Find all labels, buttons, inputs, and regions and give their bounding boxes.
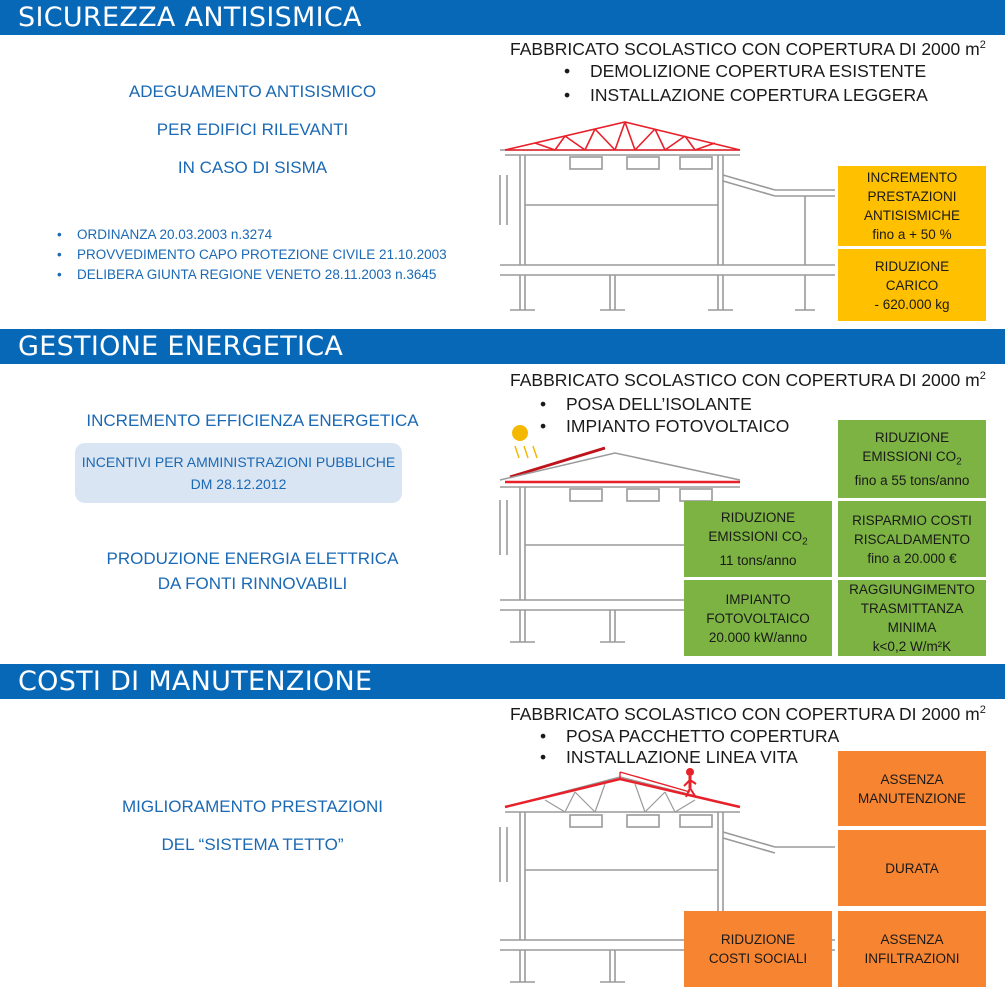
left-text-line: IN CASO DI SISMA <box>177 158 328 177</box>
building-heading: FABBRICATO SCOLASTICO CON COPERTURA DI 2000 $m^2$ <box>510 370 986 390</box>
section-header-band <box>0 329 1005 364</box>
benefit-box: ASSENZA INFILTRAZIONI <box>838 911 986 987</box>
left-text-line: PER EDIFICI RILEVANTI <box>156 120 349 139</box>
incentives-box <box>75 443 402 503</box>
building-heading: FABBRICATO SCOLASTICO CON COPERTURA DI 2000 $m^2$ <box>510 704 986 724</box>
benefit-box: RAGGIUNGIMENTO TRASMITTANZA MINIMA k<0,2 W/m²K <box>838 580 986 656</box>
lightweight-roof-truss <box>505 122 740 150</box>
section-title: COSTI DI MANUTENZIONE <box>18 666 373 697</box>
section-header-band <box>0 664 1005 699</box>
action-bullet: • INSTALLAZIONE LINEA VITA <box>540 747 798 767</box>
photovoltaic-panel <box>510 448 605 477</box>
benefit-box: RIDUZIONE COSTI SOCIALI <box>684 911 832 987</box>
benefit-box: IMPIANTO FOTOVOLTAICO 20.000 kW/anno <box>684 580 832 656</box>
bullet-icon: • <box>57 247 62 262</box>
left-text-line: ADEGUAMENTO ANTISISMICO <box>128 82 377 101</box>
benefit-box: RIDUZIONE EMISSIONI $CO_2$ 11 tons/anno <box>684 501 832 577</box>
bullet-icon: • <box>57 267 62 282</box>
benefit-box: RIDUZIONE CARICO - 620.000 kg <box>838 249 986 321</box>
action-bullet: • INSTALLAZIONE COPERTURA LEGGERA <box>564 85 928 105</box>
incentives-line: DM 28.12.2012 <box>190 476 287 492</box>
building-heading: FABBRICATO SCOLASTICO CON COPERTURA DI 2000 $m^2$ <box>510 39 986 59</box>
section-header-band <box>0 0 1005 35</box>
section-title: SICUREZZA ANTISISMICA <box>18 2 362 33</box>
regulation-bullet: • ORDINANZA 20.03.2003 n.3274 <box>57 227 273 242</box>
building-structure <box>500 150 835 310</box>
regulation-bullet: • PROVVEDIMENTO CAPO PROTEZIONE CIVILE 21.10.2003 <box>57 247 447 262</box>
action-bullet: • IMPIANTO FOTOVOLTAICO <box>540 416 790 436</box>
bullet-icon: • <box>57 227 62 242</box>
action-bullet: • DEMOLIZIONE COPERTURA ESISTENTE <box>564 61 927 81</box>
benefit-box: RISPARMIO COSTI RISCALDAMENTO fino a 20.000 € <box>838 501 986 577</box>
sun-icon <box>512 425 537 458</box>
regulation-bullet: • DELIBERA GIUNTA REGIONE VENETO 28.11.2003 n.3645 <box>57 267 437 282</box>
left-text-line: DEL “SISTEMA TETTO” <box>161 835 344 854</box>
benefit-box: RIDUZIONE EMISSIONI $CO_2$ fino a 55 tons/anno <box>838 420 986 498</box>
benefit-box: ASSENZA MANUTENZIONE <box>838 751 986 826</box>
roof-covering-package <box>505 777 740 812</box>
incentives-line: INCENTIVI PER AMMINISTRAZIONI PUBBLICHE <box>81 454 396 470</box>
benefit-box: DURATA <box>838 830 986 906</box>
action-bullet: • POSA PACCHETTO COPERTURA <box>540 726 840 746</box>
section-title: GESTIONE ENERGETICA <box>18 331 344 362</box>
left-text-line: PRODUZIONE ENERGIA ELETTRICA <box>106 549 399 568</box>
building-section-diagram <box>495 115 840 325</box>
action-bullet: • POSA DELL’ISOLANTE <box>540 394 752 414</box>
left-text-line: MIGLIORAMENTO PRESTAZIONI <box>121 797 383 816</box>
worker-icon <box>684 769 696 798</box>
left-text-line: INCREMENTO EFFICIENZA ENERGETICA <box>86 411 419 430</box>
benefit-box: INCREMENTO PRESTAZIONI ANTISISMICHE fino a + 50 % <box>838 166 986 246</box>
left-text-line: DA FONTI RINNOVABILI <box>157 574 348 593</box>
